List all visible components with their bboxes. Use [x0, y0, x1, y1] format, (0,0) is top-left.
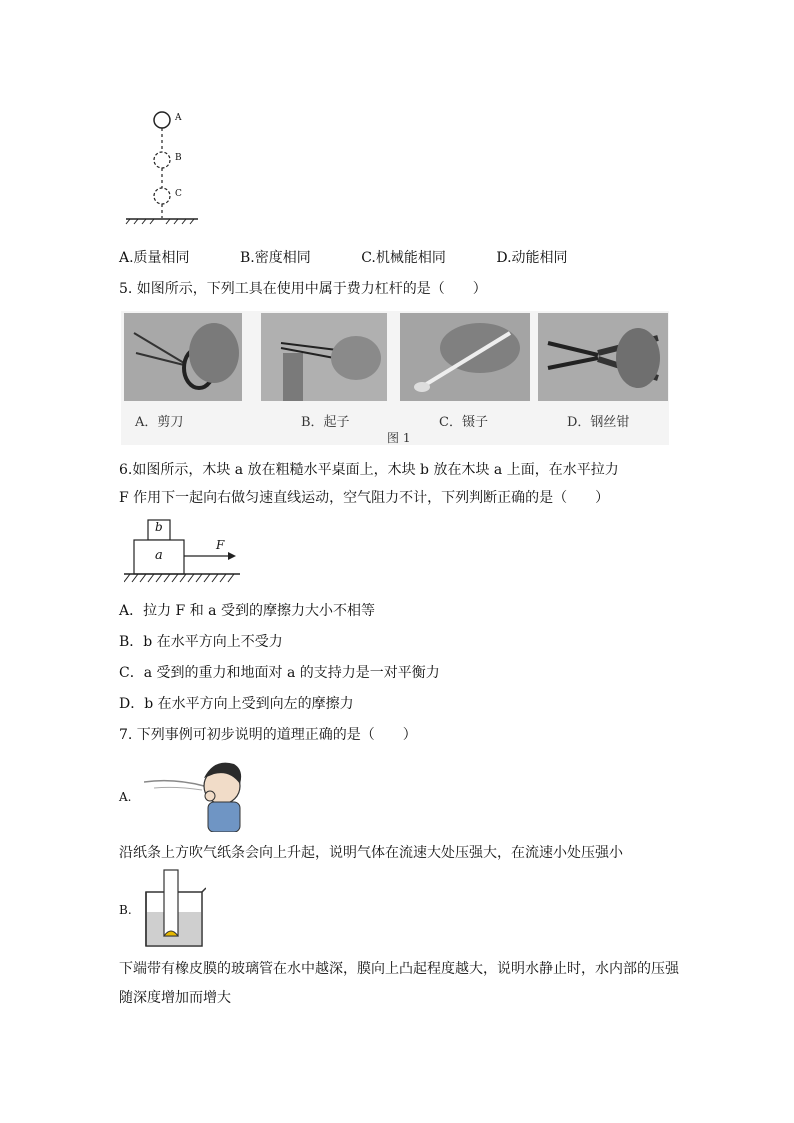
wire-pliers-photo: [538, 313, 668, 401]
scissors-photo: [124, 313, 242, 401]
q4-option-d[interactable]: D.动能相同: [496, 250, 568, 266]
caption-opener: B．起子: [301, 415, 350, 430]
label-position-a: A: [175, 113, 182, 123]
label-position-c: C: [175, 189, 182, 199]
q4-option-c[interactable]: C.机械能相同: [361, 250, 446, 266]
q6-stem-line1: 6.如图所示，木块 a 放在粗糙水平桌面上，木块 b 放在木块 a 上面，在水平拉力: [119, 462, 619, 478]
label-position-b: B: [175, 153, 182, 163]
glass-tube-beaker-illustration: [142, 868, 206, 950]
q6-option-d[interactable]: D．b 在水平方向上受到向左的摩擦力: [119, 696, 354, 712]
blocks-figure: [124, 518, 244, 588]
label-force-f: F: [216, 538, 225, 552]
q5-stem: 5. 如图所示，下列工具在使用中属于费力杠杆的是（ ）: [119, 281, 487, 297]
label-block-b: b: [155, 520, 163, 534]
bottle-opener-photo: [261, 313, 387, 401]
q4-option-a[interactable]: A.质量相同: [119, 250, 190, 266]
q7-option-b-label[interactable]: B.: [119, 903, 132, 917]
tools-figure: [121, 311, 669, 445]
q7-option-b-text-line2: 随深度增加而增大: [119, 990, 231, 1006]
ball-position-figure: [120, 108, 200, 226]
q6-option-a[interactable]: A．拉力 F 和 a 受到的摩擦力大小不相等: [119, 603, 375, 619]
q7-stem: 7. 下列事例可初步说明的道理正确的是（ ）: [119, 727, 417, 743]
caption-scissors: A．剪刀: [135, 415, 184, 430]
q6-stem-line2: F 作用下一起向右做匀速直线运动，空气阻力不计，下列判断正确的是（ ）: [119, 490, 610, 506]
q6-option-b[interactable]: B．b 在水平方向上不受力: [119, 634, 283, 650]
q4-option-b[interactable]: B.密度相同: [240, 250, 311, 266]
q6-option-c[interactable]: C．a 受到的重力和地面对 a 的支持力是一对平衡力: [119, 665, 440, 681]
label-block-a: a: [155, 548, 163, 563]
q7-option-a-label[interactable]: A.: [119, 790, 132, 804]
q7-option-a-text: 沿纸条上方吹气纸条会向上升起，说明气体在流速大处压强大，在流速小处压强小: [119, 845, 623, 861]
caption-tweezers: C．镊子: [439, 415, 488, 430]
caption-pliers: D．钢丝钳: [567, 415, 630, 430]
figure-caption: 图 1: [387, 431, 411, 445]
q7-option-b-text-line1: 下端带有橡皮膜的玻璃管在水中越深，膜向上凸起程度越大，说明水静止时，水内部的压强: [119, 961, 679, 977]
blowing-paper-illustration: [144, 756, 248, 832]
q4-options: [119, 248, 614, 268]
tweezers-photo: [400, 313, 530, 401]
